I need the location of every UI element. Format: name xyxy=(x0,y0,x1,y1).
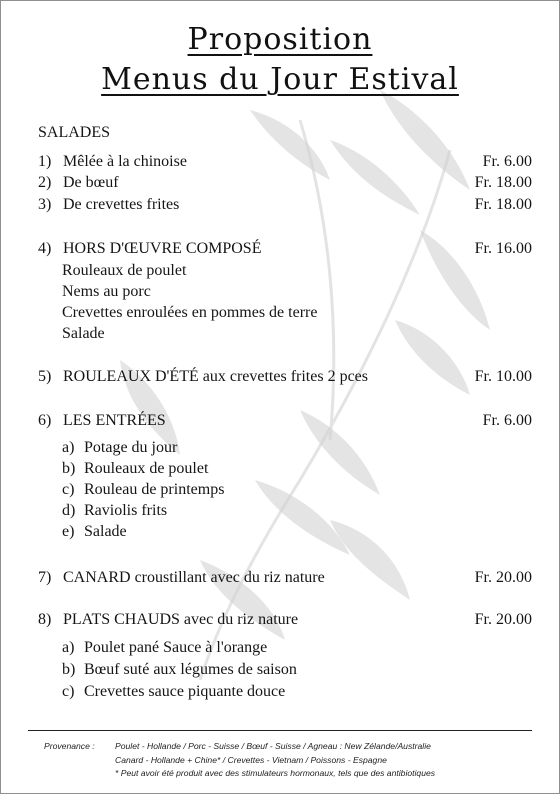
menu-item-salade-2 xyxy=(38,172,532,193)
menu-item-hors-doeuvre xyxy=(38,238,532,259)
item-price: Fr. 10.00 xyxy=(474,368,532,385)
footer-provenance-line-1: Poulet - Hollande / Porc - Suisse / Bœuf - Suisse / Agneau : New Zélande/Australie xyxy=(115,741,431,751)
page-title-menus: Menus du Jour Estival xyxy=(101,62,459,97)
item-label: Potage du jour xyxy=(84,439,178,456)
footer-provenance-label: Provenance : xyxy=(44,741,95,751)
item-letter: a) xyxy=(62,439,75,456)
item-label: Poulet pané Sauce à l'orange xyxy=(84,639,268,656)
footer-divider xyxy=(28,730,532,731)
item-number: 2) xyxy=(38,174,52,191)
list-item xyxy=(62,500,532,521)
footer-provenance-note: * Peut avoir été produit avec des stimulateurs hormonaux, tels que des antibiotiques xyxy=(115,768,436,778)
list-item: Rouleaux de poulet xyxy=(62,262,187,279)
item-label: Bœuf suté aux légumes de saison xyxy=(84,661,297,678)
item-label: CANARD croustillant avec du riz nature xyxy=(63,569,325,586)
section-heading-salades: SALADES xyxy=(38,124,111,141)
item-letter: c) xyxy=(62,683,75,700)
item-number: 7) xyxy=(38,569,52,586)
item-letter: e) xyxy=(62,523,75,540)
item-price: Fr. 6.00 xyxy=(482,153,532,170)
list-item: Crevettes enroulées en pommes de terre xyxy=(62,304,318,321)
list-item xyxy=(62,681,532,702)
menu-item-entrees xyxy=(38,410,532,431)
item-number: 6) xyxy=(38,412,52,429)
item-label: ROULEAUX D'ÉTÉ aux crevettes frites 2 pces xyxy=(63,368,369,385)
item-price: Fr. 18.00 xyxy=(474,196,532,213)
menu-item-salade-3 xyxy=(38,194,532,215)
item-price: Fr. 6.00 xyxy=(482,412,532,429)
list-item: Nems au porc xyxy=(62,283,151,300)
item-price: Fr. 18.00 xyxy=(474,174,532,191)
item-letter: b) xyxy=(62,661,76,678)
item-label: PLATS CHAUDS avec du riz nature xyxy=(63,611,299,628)
item-label: Mêlée à la chinoise xyxy=(63,153,187,170)
menu-item-plats-chauds xyxy=(38,609,532,630)
item-label: Salade xyxy=(84,523,127,540)
item-number: 4) xyxy=(38,240,52,257)
page-title-proposition: Proposition xyxy=(187,22,373,57)
list-item xyxy=(62,659,532,680)
item-label: Rouleau de printemps xyxy=(84,481,225,498)
menu-item-canard xyxy=(38,567,532,588)
item-number: 5) xyxy=(38,368,52,385)
item-label: LES ENTRÉES xyxy=(63,412,166,429)
item-label: HORS D'ŒUVRE COMPOSÉ xyxy=(63,240,262,257)
item-label: Crevettes sauce piquante douce xyxy=(84,683,286,700)
item-letter: b) xyxy=(62,460,76,477)
item-number: 1) xyxy=(38,153,52,170)
item-price: Fr. 20.00 xyxy=(474,611,532,628)
list-item xyxy=(62,437,532,458)
item-price: Fr. 20.00 xyxy=(474,569,532,586)
item-letter: d) xyxy=(62,502,76,519)
list-item xyxy=(62,458,532,479)
list-item xyxy=(62,521,532,542)
item-label: Rouleaux de poulet xyxy=(84,460,209,477)
list-item xyxy=(62,479,532,500)
footer-provenance-line-2: Canard - Hollande + Chine* / Crevettes - Vietnam / Poissons - Espagne xyxy=(115,755,387,765)
list-item: Salade xyxy=(62,325,105,342)
menu-item-rouleaux-ete xyxy=(38,366,532,387)
item-letter: c) xyxy=(62,481,75,498)
list-item xyxy=(62,637,532,658)
item-price: Fr. 16.00 xyxy=(474,240,532,257)
item-label: Raviolis frits xyxy=(84,502,168,519)
menu-item-salade-1 xyxy=(38,151,532,172)
item-number: 8) xyxy=(38,611,52,628)
item-letter: a) xyxy=(62,639,75,656)
item-label: De crevettes frites xyxy=(63,196,180,213)
item-label: De bœuf xyxy=(63,174,119,191)
item-number: 3) xyxy=(38,196,52,213)
